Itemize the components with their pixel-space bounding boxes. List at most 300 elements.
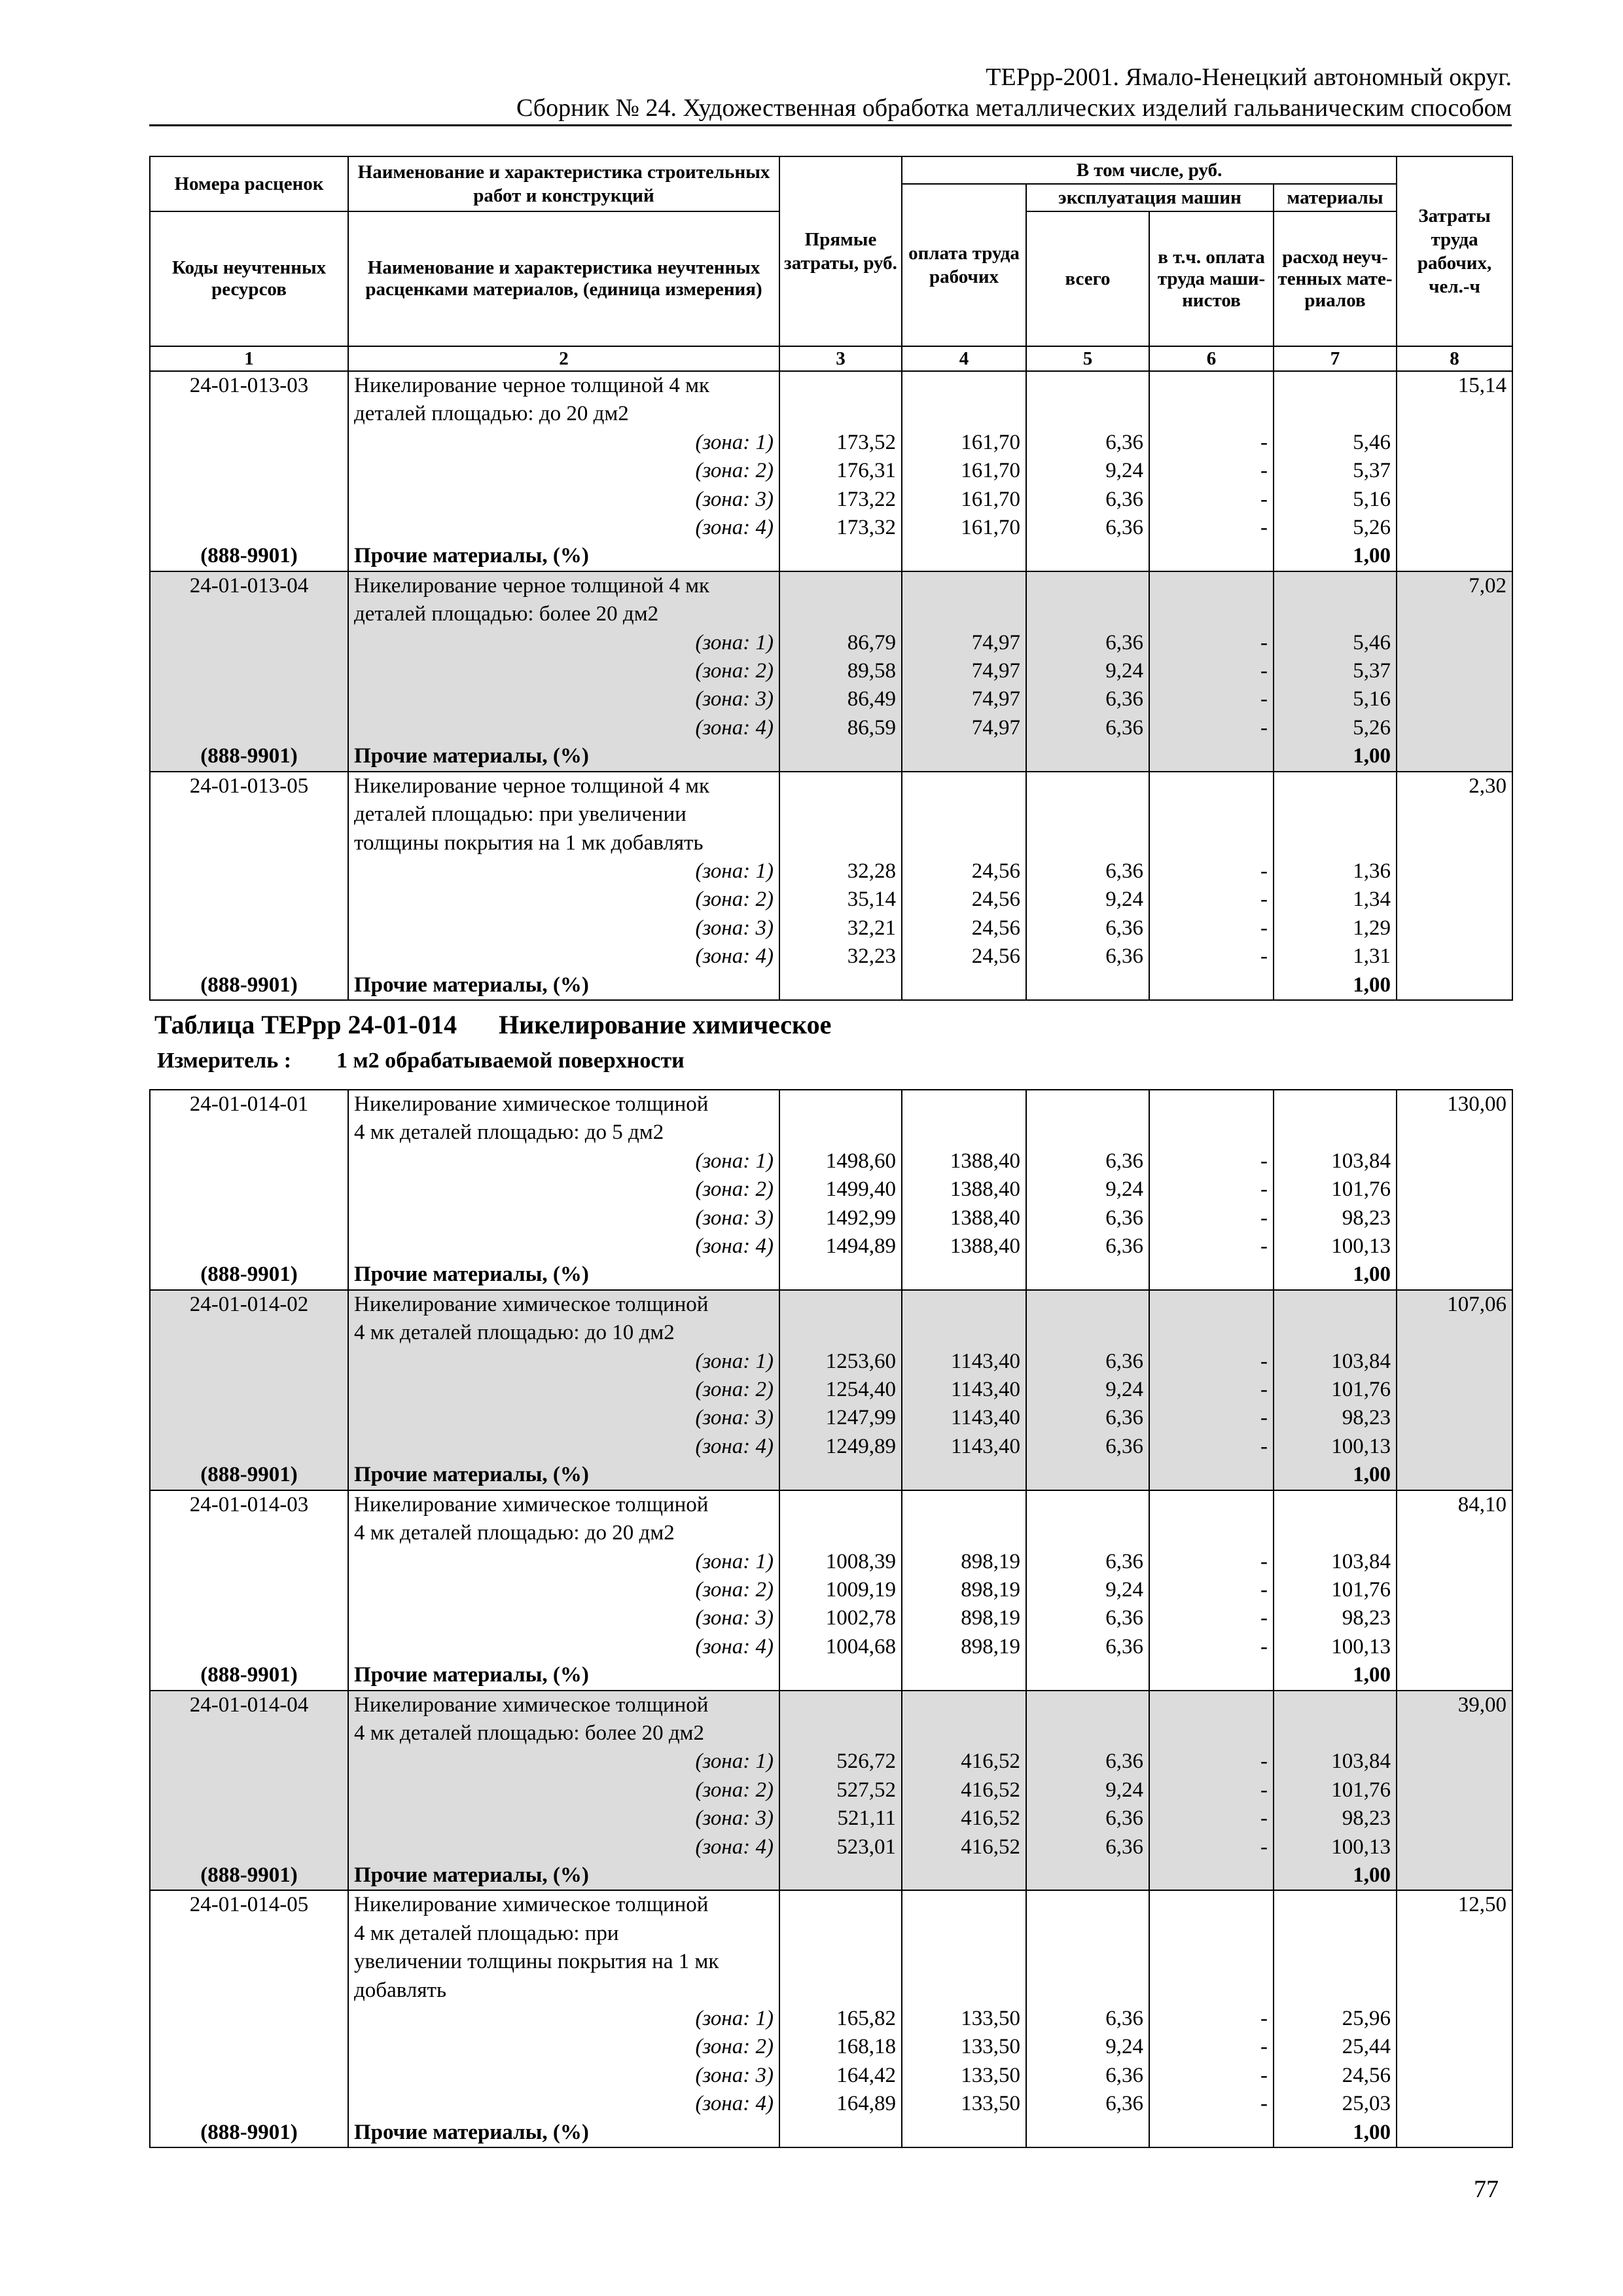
table-cell	[1274, 1519, 1397, 1547]
rate-name: деталей площадью: более 20 дм2	[348, 600, 779, 628]
table-cell	[1397, 1404, 1512, 1432]
machines-total: 6,36	[1026, 1404, 1149, 1432]
labor-value: 84,10	[1397, 1490, 1512, 1519]
machinist-wages: -	[1149, 657, 1274, 685]
zone-row	[150, 1576, 1512, 1604]
machinist-wages: -	[1149, 857, 1274, 886]
table-cell	[1274, 371, 1397, 400]
table-cell	[902, 1261, 1026, 1289]
table-cell	[1026, 1490, 1149, 1519]
running-header-line2: Сборник № 24. Художественная обработка металлических изделий гальваническим способом	[516, 94, 1512, 122]
resource-code: (888-9901)	[150, 1861, 348, 1890]
zone-row	[150, 714, 1512, 742]
table-cell	[1149, 371, 1274, 400]
table-cell	[150, 1204, 348, 1232]
table-cell	[1274, 400, 1397, 428]
zone-row	[150, 2005, 1512, 2033]
zone-label: (зона: 2)	[348, 1376, 779, 1404]
machines-total: 6,36	[1026, 685, 1149, 713]
table-cell	[150, 2033, 348, 2061]
wages: 1143,40	[902, 1404, 1026, 1432]
resource-row	[150, 1661, 1512, 1690]
table-cell	[1397, 2005, 1512, 2033]
machinist-wages: -	[1149, 1376, 1274, 1404]
table-cell	[779, 1519, 902, 1547]
col-header-labor: Затраты труда рабочих, чел.-ч	[1397, 156, 1512, 346]
machinist-wages: -	[1149, 2005, 1274, 2033]
table-cell	[779, 742, 902, 771]
table-cell	[779, 772, 902, 800]
table-cell	[1397, 457, 1512, 485]
machinist-wages: -	[1149, 1204, 1274, 1232]
table-cell	[1397, 1604, 1512, 1632]
column-number: 8	[1397, 346, 1512, 371]
materials: 103,84	[1274, 1748, 1397, 1776]
measure-unit	[157, 1049, 685, 1073]
table-cell	[902, 1691, 1026, 1719]
direct-cost: 527,52	[779, 1776, 902, 1804]
zone-label: (зона: 3)	[348, 2062, 779, 2090]
resource-name: Прочие материалы, (%)	[348, 1261, 779, 1289]
table-cell	[1397, 971, 1512, 1000]
zone-label: (зона: 1)	[348, 429, 779, 457]
table-cell	[1397, 1833, 1512, 1861]
table-cell	[902, 1890, 1026, 1919]
materials: 101,76	[1274, 1376, 1397, 1404]
table-cell	[779, 1261, 902, 1289]
zone-label: (зона: 3)	[348, 486, 779, 514]
zone-label: (зона: 4)	[348, 514, 779, 542]
table-cell	[1397, 685, 1512, 713]
table-cell	[1274, 1490, 1397, 1519]
zone-row	[150, 1404, 1512, 1432]
resource-name: Прочие материалы, (%)	[348, 1461, 779, 1490]
machines-total: 9,24	[1026, 1576, 1149, 1604]
table-cell	[1397, 1977, 1512, 2005]
table-cell	[779, 1948, 902, 1976]
resource-name: Прочие материалы, (%)	[348, 542, 779, 571]
rate-name-row	[150, 1319, 1512, 1347]
rate-name-row	[150, 772, 1512, 800]
measure-value: 1 м2 обрабатываемой поверхности	[336, 1049, 685, 1073]
table-cell	[1397, 914, 1512, 942]
machinist-wages: -	[1149, 1548, 1274, 1576]
labor-value: 12,50	[1397, 1890, 1512, 1919]
table-cell	[150, 1319, 348, 1347]
resource-name: Прочие материалы, (%)	[348, 1661, 779, 1690]
zone-row	[150, 429, 1512, 457]
wages: 24,56	[902, 857, 1026, 886]
table-cell	[1397, 1147, 1512, 1175]
rate-name: 4 мк деталей площадью: более 20 дм2	[348, 1719, 779, 1748]
column-number: 3	[779, 346, 902, 371]
table-cell	[1026, 829, 1149, 857]
col-header-material-name: Наименование и характеристика неучтенных расценками материалов, (единица измерения)	[348, 211, 779, 346]
table-cell	[1026, 1290, 1149, 1319]
wages: 24,56	[902, 886, 1026, 914]
rate-code: 24-01-013-03	[150, 371, 348, 400]
materials: 100,13	[1274, 1633, 1397, 1661]
table-cell	[1274, 1948, 1397, 1976]
table-cell	[1026, 1461, 1149, 1490]
zone-label: (зона: 4)	[348, 942, 779, 971]
table-cell	[1397, 1175, 1512, 1204]
table-cell	[1026, 542, 1149, 571]
rate-code: 24-01-013-05	[150, 772, 348, 800]
table-cell	[902, 829, 1026, 857]
table-cell	[902, 1519, 1026, 1547]
rate-name: 4 мк деталей площадью: до 20 дм2	[348, 1519, 779, 1547]
table-cell	[1397, 1719, 1512, 1748]
machines-total: 6,36	[1026, 2062, 1149, 2090]
table-cell	[902, 1319, 1026, 1347]
col-header-machinist-wages: в т.ч. оплата труда маши-нистов	[1149, 211, 1274, 346]
direct-cost: 35,14	[779, 886, 902, 914]
table-cell	[779, 371, 902, 400]
machines-total: 6,36	[1026, 942, 1149, 971]
table-cell	[150, 2062, 348, 2090]
table-cell	[779, 1490, 902, 1519]
materials: 98,23	[1274, 1604, 1397, 1632]
materials: 103,84	[1274, 1147, 1397, 1175]
resource-value: 1,00	[1274, 971, 1397, 1000]
rate-name-row	[150, 371, 1512, 400]
table-cell	[150, 1232, 348, 1261]
table-cell	[779, 1920, 902, 1948]
table-cell	[1397, 514, 1512, 542]
wages: 161,70	[902, 429, 1026, 457]
rate-code: 24-01-014-03	[150, 1490, 348, 1519]
direct-cost: 1254,40	[779, 1376, 902, 1404]
table-cell	[779, 1977, 902, 2005]
table-cell	[1149, 1861, 1274, 1890]
resource-code: (888-9901)	[150, 1661, 348, 1690]
materials: 100,13	[1274, 1833, 1397, 1861]
direct-cost: 526,72	[779, 1748, 902, 1776]
zone-label: (зона: 1)	[348, 1348, 779, 1376]
zone-label: (зона: 2)	[348, 457, 779, 485]
table-cell	[150, 1776, 348, 1804]
zone-row	[150, 1633, 1512, 1661]
table-cell	[902, 742, 1026, 771]
table-cell	[1274, 1890, 1397, 1919]
table-cell	[1026, 971, 1149, 1000]
table-cell	[150, 1519, 348, 1547]
direct-cost: 1249,89	[779, 1433, 902, 1461]
table-cell	[1397, 1261, 1512, 1289]
machines-total: 9,24	[1026, 2033, 1149, 2061]
table-cell	[1149, 1920, 1274, 1948]
table-cell	[150, 685, 348, 713]
wages: 161,70	[902, 457, 1026, 485]
table-cell	[150, 942, 348, 971]
machinist-wages: -	[1149, 1232, 1274, 1261]
table-cell	[150, 629, 348, 657]
direct-cost: 1494,89	[779, 1232, 902, 1261]
labor-value: 2,30	[1397, 772, 1512, 800]
table-cell	[150, 857, 348, 886]
table-cell	[150, 1804, 348, 1833]
machinist-wages: -	[1149, 1776, 1274, 1804]
machinist-wages: -	[1149, 1175, 1274, 1204]
machinist-wages: -	[1149, 914, 1274, 942]
table-cell	[150, 1376, 348, 1404]
rate-name: Никелирование химическое толщиной	[348, 1290, 779, 1319]
zone-label: (зона: 3)	[348, 685, 779, 713]
machinist-wages: -	[1149, 1833, 1274, 1861]
machinist-wages: -	[1149, 1804, 1274, 1833]
direct-cost: 32,21	[779, 914, 902, 942]
table-cell	[1149, 1977, 1274, 2005]
table-cell	[1397, 1804, 1512, 1833]
direct-cost: 523,01	[779, 1833, 902, 1861]
table-cell	[150, 486, 348, 514]
wages: 1388,40	[902, 1147, 1026, 1175]
materials: 5,37	[1274, 657, 1397, 685]
table-cell	[1149, 1719, 1274, 1748]
table-cell	[779, 600, 902, 628]
table-cell	[902, 571, 1026, 600]
labor-value: 7,02	[1397, 571, 1512, 600]
col-header-resource-codes: Коды неучтенных ресурсов	[150, 211, 348, 346]
rate-name-row	[150, 1920, 1512, 1948]
machinist-wages: -	[1149, 2090, 1274, 2118]
direct-cost: 32,28	[779, 857, 902, 886]
table-cell	[1149, 1691, 1274, 1719]
rate-name: деталей площадью: до 20 дм2	[348, 400, 779, 428]
table-cell	[1026, 1920, 1149, 1948]
machines-total: 6,36	[1026, 857, 1149, 886]
direct-cost: 1008,39	[779, 1548, 902, 1576]
table-cell	[1397, 486, 1512, 514]
direct-cost: 176,31	[779, 457, 902, 485]
zone-label: (зона: 2)	[348, 1175, 779, 1204]
machines-total: 9,24	[1026, 657, 1149, 685]
direct-cost: 173,32	[779, 514, 902, 542]
table-cell	[1274, 1090, 1397, 1119]
rate-name: Никелирование химическое толщиной	[348, 1490, 779, 1519]
zone-label: (зона: 1)	[348, 1748, 779, 1776]
table-cell	[1397, 1776, 1512, 1804]
table-cell	[1149, 1890, 1274, 1919]
machinist-wages: -	[1149, 1576, 1274, 1604]
table-cell	[1149, 1948, 1274, 1976]
table-cell	[1149, 829, 1274, 857]
table-cell	[1026, 772, 1149, 800]
wages: 133,50	[902, 2033, 1026, 2061]
resource-row	[150, 971, 1512, 1000]
table-cell	[1274, 1691, 1397, 1719]
rates-body-013	[150, 371, 1512, 1000]
rate-name: добавлять	[348, 1977, 779, 2005]
table-cell	[1397, 542, 1512, 571]
machinist-wages: -	[1149, 1604, 1274, 1632]
table-cell	[902, 1461, 1026, 1490]
table-cell	[1397, 1519, 1512, 1547]
table-name: Никелирование химическое	[499, 1010, 832, 1039]
wages: 133,50	[902, 2062, 1026, 2090]
wages: 74,97	[902, 629, 1026, 657]
zone-row	[150, 1804, 1512, 1833]
table-cell	[1026, 1691, 1149, 1719]
table-cell	[150, 1576, 348, 1604]
machinist-wages: -	[1149, 486, 1274, 514]
zone-label: (зона: 4)	[348, 2090, 779, 2118]
resource-row	[150, 742, 1512, 771]
machines-total: 6,36	[1026, 1348, 1149, 1376]
table-cell	[779, 1119, 902, 1147]
table-cell	[150, 1948, 348, 1976]
zone-row	[150, 1204, 1512, 1232]
table-cell	[779, 400, 902, 428]
zone-label: (зона: 2)	[348, 886, 779, 914]
labor-value: 39,00	[1397, 1691, 1512, 1719]
wages: 1143,40	[902, 1348, 1026, 1376]
machines-total: 6,36	[1026, 1833, 1149, 1861]
table-cell	[1397, 400, 1512, 428]
direct-cost: 86,59	[779, 714, 902, 742]
table-cell	[902, 1090, 1026, 1119]
table-cell	[150, 829, 348, 857]
zone-row	[150, 1604, 1512, 1632]
rates-body-014	[150, 1090, 1512, 2147]
machinist-wages: -	[1149, 685, 1274, 713]
table-cell	[1397, 1576, 1512, 1604]
wages: 161,70	[902, 514, 1026, 542]
table-cell	[1026, 2119, 1149, 2147]
table-cell	[1149, 1461, 1274, 1490]
col-header-unaccounted-materials: расход неуч-тенных мате-риалов	[1274, 211, 1397, 346]
table-cell	[902, 542, 1026, 571]
table-cell	[779, 1290, 902, 1319]
zone-label: (зона: 3)	[348, 1604, 779, 1632]
table-cell	[1274, 1290, 1397, 1319]
zone-label: (зона: 4)	[348, 1833, 779, 1861]
table-cell	[1397, 629, 1512, 657]
direct-cost: 1009,19	[779, 1576, 902, 1604]
materials: 25,96	[1274, 2005, 1397, 2033]
table-cell	[150, 1404, 348, 1432]
table-cell	[1026, 600, 1149, 628]
rate-code: 24-01-014-02	[150, 1290, 348, 1319]
zone-row	[150, 1833, 1512, 1861]
table-cell	[902, 2119, 1026, 2147]
machines-total: 6,36	[1026, 629, 1149, 657]
table-cell	[150, 1433, 348, 1461]
column-number: 4	[902, 346, 1026, 371]
resource-row	[150, 1861, 1512, 1890]
rate-name: Никелирование химическое толщиной	[348, 1890, 779, 1919]
zone-label: (зона: 3)	[348, 1404, 779, 1432]
direct-cost: 32,23	[779, 942, 902, 971]
direct-cost: 1247,99	[779, 1404, 902, 1432]
table-number: Таблица ТЕРрр 24-01-014	[154, 1010, 457, 1039]
direct-cost: 1002,78	[779, 1604, 902, 1632]
table-cell	[1274, 829, 1397, 857]
zone-row	[150, 2033, 1512, 2061]
table-cell	[779, 1861, 902, 1890]
rate-name: Никелирование черное толщиной 4 мк	[348, 571, 779, 600]
zone-row	[150, 1548, 1512, 1576]
zone-label: (зона: 4)	[348, 1433, 779, 1461]
table-cell	[150, 1719, 348, 1748]
wages: 133,50	[902, 2005, 1026, 2033]
table-cell	[1026, 800, 1149, 829]
machinist-wages: -	[1149, 1348, 1274, 1376]
rate-name-row	[150, 1977, 1512, 2005]
direct-cost: 164,42	[779, 2062, 902, 2090]
machinist-wages: -	[1149, 457, 1274, 485]
materials: 100,13	[1274, 1433, 1397, 1461]
direct-cost: 521,11	[779, 1804, 902, 1833]
materials: 1,34	[1274, 886, 1397, 914]
machines-total: 9,24	[1026, 457, 1149, 485]
wages: 24,56	[902, 914, 1026, 942]
table-cell	[150, 457, 348, 485]
table-cell	[1149, 800, 1274, 829]
rate-name-row	[150, 1490, 1512, 1519]
zone-label: (зона: 2)	[348, 1776, 779, 1804]
materials: 5,16	[1274, 685, 1397, 713]
table-cell	[1149, 742, 1274, 771]
col-header-work-name: Наименование и характеристика строительных работ и конструкций	[348, 156, 779, 211]
table-cell	[902, 1719, 1026, 1748]
table-cell	[902, 1290, 1026, 1319]
table-cell	[1026, 1719, 1149, 1748]
table-cell	[150, 714, 348, 742]
table-cell	[1149, 1261, 1274, 1289]
rate-name: 4 мк деталей площадью: до 10 дм2	[348, 1319, 779, 1347]
table-cell	[150, 2090, 348, 2118]
table-cell	[150, 1833, 348, 1861]
materials: 5,46	[1274, 429, 1397, 457]
table-cell	[1026, 371, 1149, 400]
materials: 5,37	[1274, 457, 1397, 485]
rate-name-row	[150, 1519, 1512, 1547]
rate-code: 24-01-014-05	[150, 1890, 348, 1919]
zone-label: (зона: 1)	[348, 857, 779, 886]
col-header-wages: оплата труда рабочих	[902, 184, 1026, 346]
resource-row	[150, 1461, 1512, 1490]
labor-value: 15,14	[1397, 371, 1512, 400]
wages: 74,97	[902, 714, 1026, 742]
zone-label: (зона: 2)	[348, 657, 779, 685]
rate-name-row	[150, 1890, 1512, 1919]
table-cell	[1026, 1319, 1149, 1347]
wages: 416,52	[902, 1804, 1026, 1833]
rate-name: Никелирование химическое толщиной	[348, 1090, 779, 1119]
table-cell	[1397, 714, 1512, 742]
table-cell	[150, 1748, 348, 1776]
table-cell	[1397, 657, 1512, 685]
table-cell	[150, 400, 348, 428]
machinist-wages: -	[1149, 1433, 1274, 1461]
table-cell	[1149, 772, 1274, 800]
rate-code: 24-01-014-01	[150, 1090, 348, 1119]
table-cell	[1149, 571, 1274, 600]
resource-code: (888-9901)	[150, 742, 348, 771]
measure-label: Измеритель :	[157, 1049, 292, 1073]
zone-label: (зона: 4)	[348, 1633, 779, 1661]
table-cell	[902, 1977, 1026, 2005]
table-cell	[150, 1633, 348, 1661]
table-cell	[1026, 400, 1149, 428]
machinist-wages: -	[1149, 886, 1274, 914]
table-cell	[1397, 1661, 1512, 1690]
materials: 5,26	[1274, 514, 1397, 542]
zone-row	[150, 486, 1512, 514]
direct-cost: 168,18	[779, 2033, 902, 2061]
